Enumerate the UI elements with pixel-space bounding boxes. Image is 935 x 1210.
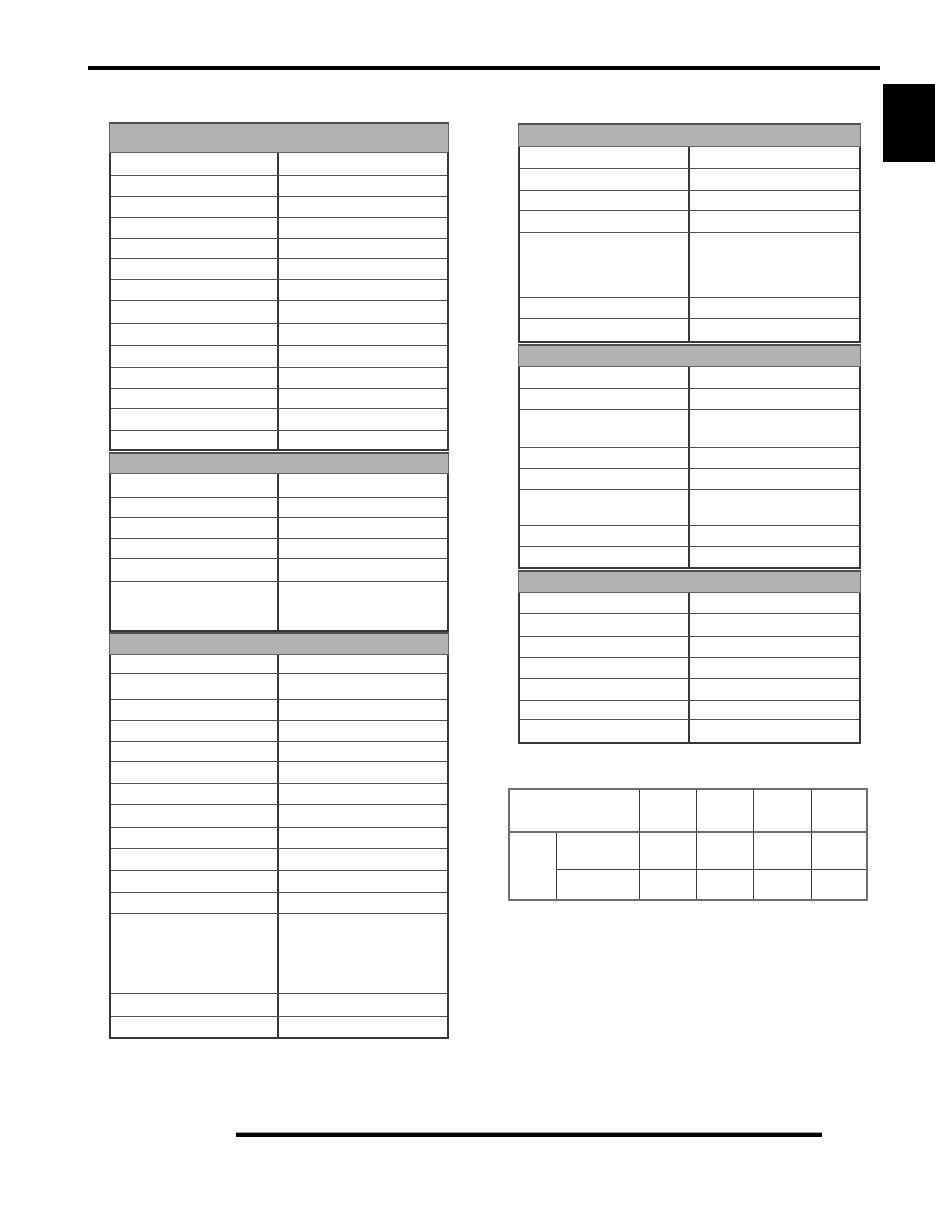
table-cell-value [279,871,447,892]
table-cell-label [520,614,690,636]
table-cell-value [690,469,860,489]
table-cell-value [690,701,860,719]
table-cell-value [690,490,860,525]
table-cell-value [279,849,447,870]
grid-cell [812,833,866,870]
table-cell-value [279,218,447,238]
table-row [111,153,447,175]
top-horizontal-rule [88,66,880,70]
table-cell-value [690,720,860,742]
section-rows [109,153,449,451]
table-cell-value [690,169,860,190]
table-cell-value [279,239,447,258]
table-cell-label [111,324,279,345]
bottom-horizontal-rule [236,1133,822,1137]
section-header-bar [518,123,861,147]
grid-cell [640,833,697,870]
table-cell-value [690,637,860,657]
table-row [111,741,447,761]
table-cell-label [111,828,279,848]
table-cell-value [690,410,860,447]
table-cell-value [279,409,447,430]
table-row [111,699,447,720]
table-cell-value [279,742,447,761]
table-row [520,657,859,678]
spec-table-right-section-2 [518,344,861,569]
table-cell-value [690,211,860,232]
table-cell-value [279,389,447,408]
grid-cell [754,790,812,833]
table-cell-label [111,849,279,870]
table-cell-value [279,721,447,741]
table-row [111,300,447,323]
table-cell-label [520,490,690,525]
section-header-bar [109,452,449,474]
section-header-bar [518,570,861,593]
grid-cell [697,870,754,899]
table-row [111,217,447,238]
table-cell-value [690,658,860,678]
table-cell-value [279,893,447,913]
table-row [111,558,447,581]
table-row [520,147,859,168]
table-cell-label [520,701,690,719]
table-row [111,1016,447,1037]
table-row [111,804,447,827]
grid-cell [754,870,812,899]
table-cell-label [111,700,279,720]
table-row [111,720,447,741]
grid-cell [812,870,866,899]
table-cell-label [111,368,279,388]
grid-cell [510,790,640,833]
grid-cell [510,833,557,899]
table-cell-value [279,301,447,323]
table-row [520,367,859,388]
table-row [111,430,447,449]
section-rows [518,593,861,744]
table-cell-label [111,994,279,1016]
table-row [111,517,447,538]
table-cell-value [279,431,447,449]
table-row [520,636,859,657]
table-row [520,168,859,190]
spec-table-right-section-3 [518,570,861,744]
table-cell-value [690,298,860,318]
table-row [520,546,859,567]
table-row [111,783,447,804]
table-cell-value [279,559,447,581]
table-row [520,318,859,341]
spec-table-left-section-1 [109,122,449,451]
table-cell-value [279,762,447,783]
table-cell-value [279,259,447,279]
table-cell-value [279,784,447,804]
table-row [111,279,447,300]
table-cell-value [279,655,447,673]
table-cell-label [520,319,690,341]
table-row [111,175,447,196]
grid-cell [640,870,697,899]
table-cell-value [690,191,860,210]
table-cell-label [111,582,279,630]
table-row [111,913,447,993]
table-row [520,447,859,468]
table-cell-label [111,474,279,497]
table-cell-value [690,147,860,168]
table-cell-label [520,410,690,447]
table-cell-value [279,700,447,720]
table-cell-value [690,448,860,468]
grid-cell [697,790,754,833]
table-cell-label [111,346,279,367]
table-cell-label [111,218,279,238]
table-cell-value [279,994,447,1016]
table-cell-label [111,893,279,913]
table-cell-value [690,614,860,636]
table-cell-label [520,233,690,297]
table-row [520,525,859,546]
table-row [520,468,859,489]
table-row [520,593,859,613]
table-cell-label [111,871,279,892]
table-cell-label [111,280,279,300]
table-cell-value [279,368,447,388]
table-cell-label [111,674,279,699]
spec-table-left-section-2 [109,452,449,632]
grid-cell [812,790,866,833]
table-row [520,613,859,636]
table-cell-label [111,539,279,558]
table-row [520,210,859,232]
grid-cell [754,833,812,870]
grid-cell [557,870,640,899]
table-cell-label [520,637,690,657]
table-row [520,232,859,297]
table-row [111,367,447,388]
table-cell-value [279,582,447,630]
section-header-bar [518,344,861,367]
table-cell-value [690,367,860,388]
table-cell-value [279,346,447,367]
table-cell-label [111,153,279,175]
table-row [111,345,447,367]
table-cell-value [279,324,447,345]
table-row [520,678,859,700]
table-cell-label [111,1017,279,1037]
table-cell-label [111,655,279,673]
table-cell-value [279,176,447,196]
grid-cell [640,790,697,833]
table-cell-value [279,518,447,538]
table-cell-label [520,298,690,318]
table-cell-value [279,197,447,217]
table-cell-label [520,593,690,613]
grid-cell [697,833,754,870]
table-cell-value [690,319,860,341]
table-cell-label [111,518,279,538]
table-row [111,761,447,783]
table-cell-label [111,805,279,827]
table-cell-label [111,176,279,196]
section-header-bar [109,122,449,153]
table-row [111,848,447,870]
table-cell-value [279,674,447,699]
table-row [111,993,447,1016]
table-row [520,190,859,210]
table-cell-label [111,239,279,258]
section-rows [109,474,449,632]
table-cell-label [111,559,279,581]
section-rows [109,655,449,1039]
table-cell-value [279,498,447,517]
table-row [520,409,859,447]
table-row [111,497,447,517]
table-row [520,719,859,742]
table-row [520,700,859,719]
table-cell-label [111,914,279,993]
table-cell-value [690,389,860,409]
table-cell-value [690,679,860,700]
table-row [111,196,447,217]
table-cell-value [690,233,860,297]
table-cell-label [520,367,690,388]
table-cell-label [111,431,279,449]
table-row [520,388,859,409]
table-cell-label [520,720,690,742]
table-row [111,870,447,892]
table-cell-label [111,389,279,408]
table-cell-label [520,389,690,409]
table-row [111,892,447,913]
table-cell-label [111,762,279,783]
table-cell-value [690,593,860,613]
table-cell-label [111,409,279,430]
table-cell-value [279,474,447,497]
spec-table-right-section-1 [518,123,861,343]
table-row [111,408,447,430]
table-row [111,673,447,699]
table-cell-label [111,498,279,517]
table-row [111,474,447,497]
table-cell-label [111,259,279,279]
table-cell-label [520,169,690,190]
table-cell-label [520,679,690,700]
table-cell-label [520,147,690,168]
table-cell-label [520,448,690,468]
table-cell-label [111,784,279,804]
table-cell-value [279,805,447,827]
table-cell-value [279,280,447,300]
table-cell-label [520,211,690,232]
table-cell-value [690,547,860,567]
table-cell-label [520,526,690,546]
table-row [520,297,859,318]
grid-cell [557,833,640,870]
table-row [111,581,447,630]
section-header-bar [109,632,449,655]
page-edge-tab [883,84,935,162]
table-cell-value [279,914,447,993]
table-cell-label [520,469,690,489]
table-cell-label [520,547,690,567]
table-row [111,388,447,408]
table-cell-label [520,658,690,678]
paper-grid-table [508,788,868,901]
table-cell-label [111,742,279,761]
table-cell-value [690,526,860,546]
table-row [111,827,447,848]
table-cell-value [279,828,447,848]
table-cell-label [111,721,279,741]
table-row [111,323,447,345]
table-row [111,538,447,558]
table-row [111,238,447,258]
table-cell-value [279,1017,447,1037]
table-row [520,489,859,525]
section-rows [518,147,861,343]
table-cell-label [111,197,279,217]
section-rows [518,367,861,569]
table-row [111,655,447,673]
table-cell-label [111,301,279,323]
table-row [111,258,447,279]
table-cell-label [520,191,690,210]
spec-table-left-section-3 [109,632,449,1039]
table-cell-value [279,539,447,558]
table-cell-value [279,153,447,175]
